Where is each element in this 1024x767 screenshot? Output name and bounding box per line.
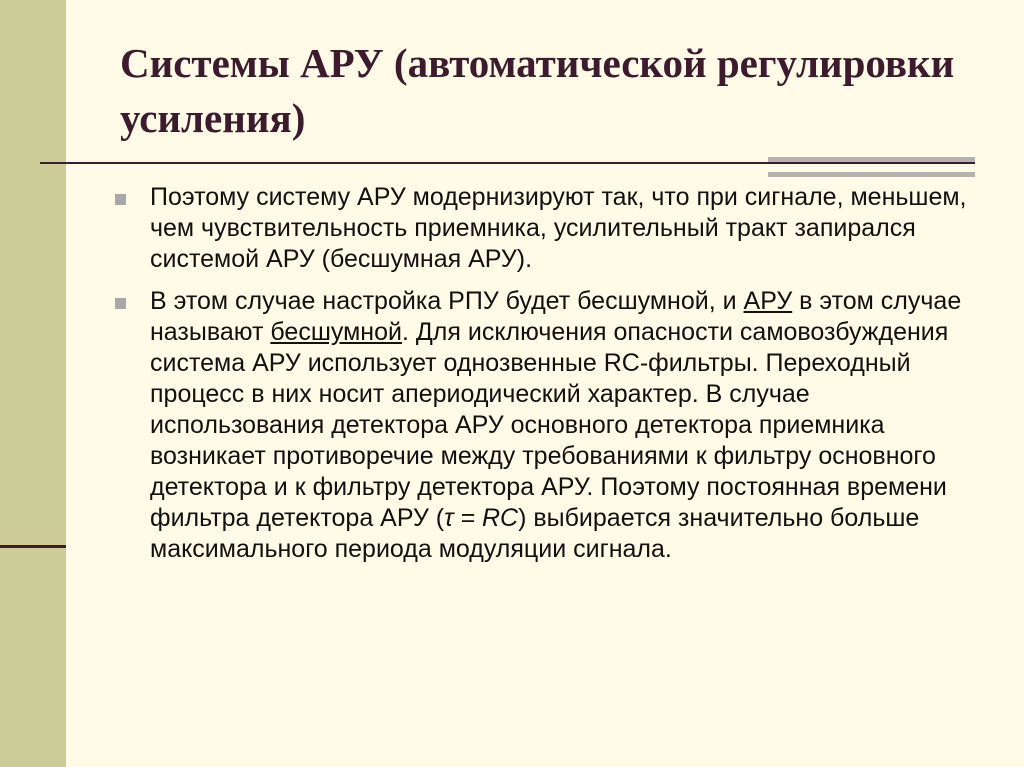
- title-divider: [40, 162, 975, 164]
- bullet-text-part: ) выбирается значительно больше максимального периода модуляции сигнала.: [150, 504, 920, 563]
- title-accent-bar-bottom: [768, 172, 975, 177]
- bullet-text-part: В этом случае настройка РПУ будет бесшумной, и: [150, 287, 744, 315]
- bullet-list: [112, 182, 972, 576]
- bullet-text-part: в этом случае называют: [150, 287, 962, 346]
- bullet-item-2: [112, 286, 972, 565]
- square-bullet-icon: [115, 194, 126, 205]
- silent-link[interactable]: бесшумной: [270, 318, 402, 346]
- formula-text: τ = RC: [444, 504, 519, 532]
- side-decor-rule: [0, 545, 66, 548]
- square-bullet-icon: [115, 298, 126, 309]
- slide-title: Системы АРУ (автоматической регулировки усиления): [120, 40, 955, 141]
- bullet-item-1: [112, 182, 972, 275]
- side-decor-bar: [0, 0, 66, 767]
- bullet-text: Поэтому систему АРУ модернизируют так, что при сигнале, меньшем, чем чувствительность приемника, усилительный тракт запирался системой АРУ (бесшумная АРУ).: [150, 183, 967, 273]
- aru-link[interactable]: АРУ: [743, 287, 793, 315]
- bullet-text-part: . Для исключения опасности самовозбуждения система АРУ использует однозвенные RC-фильтры. Переходный процесс в них носит апериодический характер. В случае использования детектора АРУ основного детектора приемника возникает противоречие между требованиями к фильтру основного детектора и к фильтру детектора АРУ. Поэтому постоянная времени фильтра детектора АРУ (: [150, 318, 949, 532]
